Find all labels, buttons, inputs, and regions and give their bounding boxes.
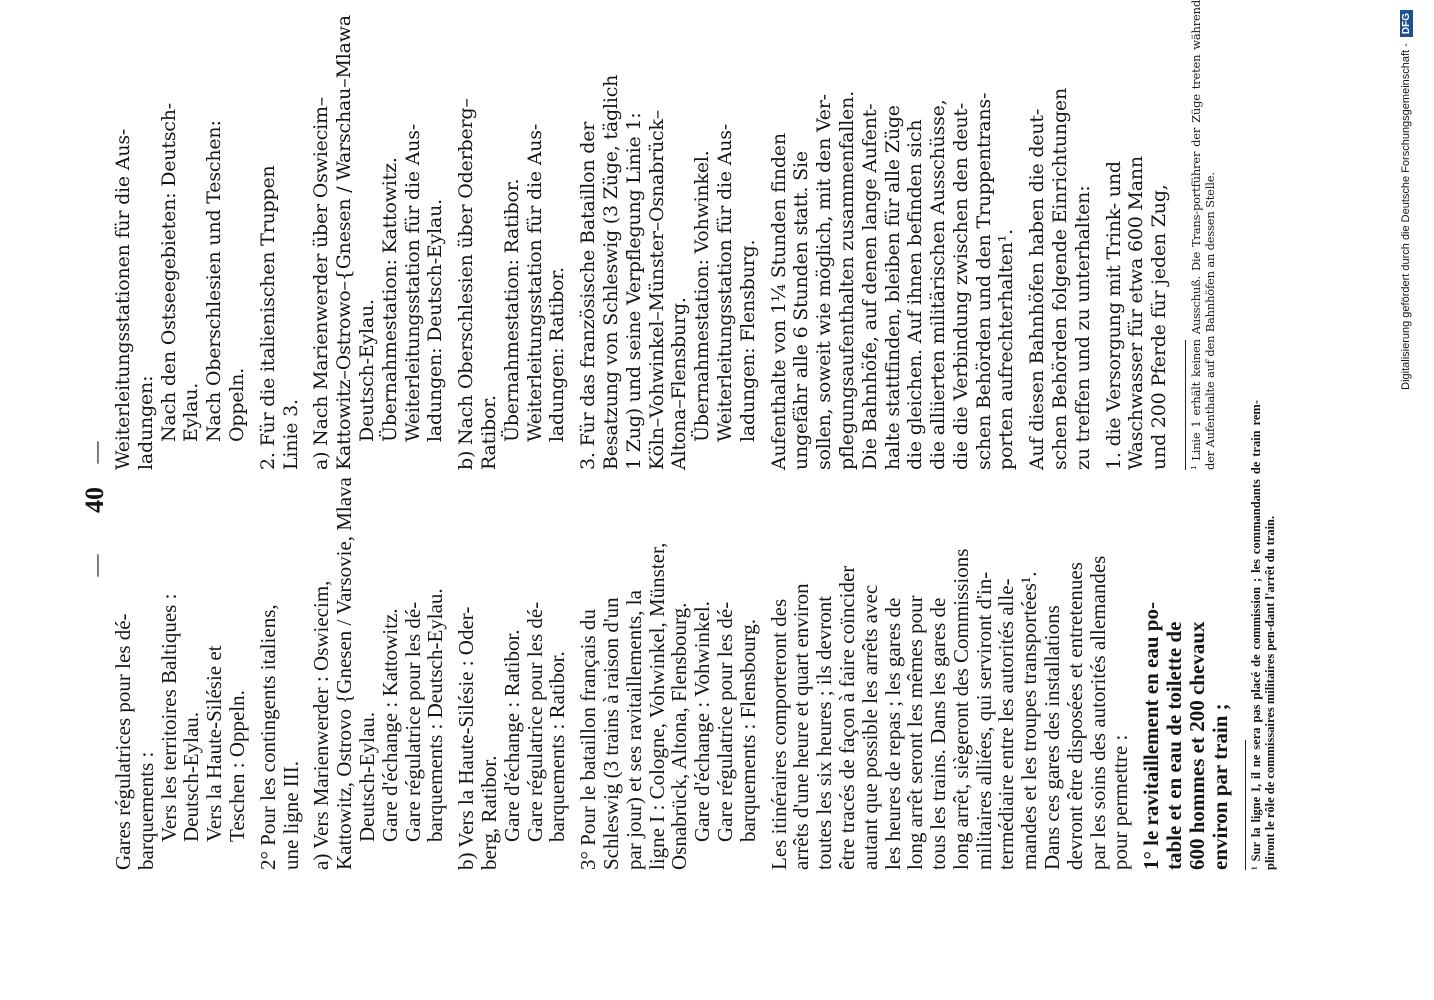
french-footnote: ¹ Sur la ligne I, il ne sera pas placé de commission ; les commandants de train rem-pliront le rôle de commissaires militaires pen-dant l'arrêt du train. bbox=[1249, 400, 1277, 870]
french-body bbox=[112, 400, 1231, 870]
digitization-credit bbox=[1400, 0, 1413, 1000]
german-paragraph: Auf diesen Bahnhöfen haben die deut- schen Behörden folgende Einrichtungen zu treffen und zu unterhalten: bbox=[1026, 87, 1094, 470]
credit-text: Digitalisierung gefördert durch die Deutsche Forschungsgemeinschaft - bbox=[1400, 43, 1412, 390]
footnote-rule bbox=[1185, 340, 1186, 470]
german-paragraph: Weiterleitungsstationen für die Aus- ladungen: bbox=[112, 128, 157, 470]
german-paragraph: 1. die Versorgung mit Trink- und Waschwasser für etwa 600 Mann und 200 Pferde für jeden Zug, bbox=[1102, 156, 1171, 470]
german-paragraph: Nach den Ostseegebieten: Deutsch- Eylau. bbox=[157, 103, 203, 442]
dash-left: — bbox=[83, 536, 108, 577]
german-paragraph: 2. Für die italienischen Truppen Linie 3. bbox=[256, 165, 302, 470]
dash-right: — bbox=[83, 423, 108, 464]
french-paragraph: 2° Pour les contingents italiens, une ligne III. bbox=[255, 604, 303, 870]
french-paragraph: b) Vers la Haute-Silésie : Oder- berg, Ratibor. bbox=[454, 606, 501, 870]
footnote-rule bbox=[1245, 740, 1246, 870]
french-paragraph: Dans ces gares des installations devront être disposées et entretenues par les soins des autorités allemandes pour permettre : bbox=[1040, 555, 1133, 870]
german-paragraph: Übernahmestation: Vohwinkel. Weiterleitungsstation für die Aus- ladungen: Flensburg. bbox=[691, 123, 759, 442]
german-paragraph: Übernahmestation: Ratibor. Weiterleitungsstation für die Aus- ladungen: Ratibor. bbox=[500, 123, 569, 442]
german-column bbox=[112, 0, 1217, 470]
french-paragraph: 1° le ravitaillement en eau po- table et en eau de toilette de 600 hommes et 200 chevaux environ par train ; bbox=[1139, 602, 1232, 870]
french-paragraph: Gare d'échange : Ratibor. Gare régulatrice pour les dé- barquements : Ratibor. bbox=[499, 601, 570, 842]
german-paragraph: Deutsch-Eylau. Übernahmestation: Kattowitz. Weiterleitungsstation für die Aus- ladungen: Deutsch-Eylau. bbox=[355, 123, 447, 442]
german-paragraph: a) Nach Marienwerder über Oswiecim– Kattowitz–Ostrowo–{Gnesen / Warschau–Mlawa bbox=[310, 15, 356, 470]
french-paragraph: Vers la Haute-Silésie et Teschen : Oppeln. bbox=[202, 645, 249, 842]
french-paragraph: a) Vers Marienwerder : Oswiecim, Kattowitz, Ostrovo {Gnesen / Varsovie, Mlava bbox=[309, 477, 357, 870]
german-body bbox=[112, 0, 1171, 470]
french-paragraph: Vers les territoires Baltiques : Deutsch-Eylau. bbox=[156, 593, 204, 842]
french-paragraph: Gare d'échange : Vohwinkel. Gare régulatrice pour les dé- barquements : Flensbourg. bbox=[690, 601, 760, 842]
french-paragraph: Gares régulatrices pour les dé- barquements : bbox=[111, 613, 158, 870]
french-column bbox=[112, 400, 1277, 870]
french-paragraph: Les itinéraires comporteront des arrêts d'une heure et quart environ toutes les six heures ; ils devront être tracés de façon à faire coïncider autant que possible les arrêts avec les heures de repas ; les gares de long arrêt seront les mêmes pour tous les trains. Dans les gares de long arrêt, siègeront des Commissions militaires alliées, qui serviront d'in- termédiaire entre les autorités alle- mandes et les troupes transportées¹. bbox=[766, 548, 1042, 870]
german-footnote: ¹ Linie 1 erhält keinen Ausschuß. Die Trans-portführer der Züge treten während der Aufenthalte auf den Bahnhöfen an dessen Stelle. bbox=[1189, 0, 1217, 470]
french-paragraph: 3° Pour le bataillon français du Schleswig (3 trains à raison d'un par jour) et ses ravitaillements, la ligne I : Cologne, Vohwinkel, Münster, Osnabrück, Altona, Flensbourg. bbox=[576, 542, 692, 870]
german-paragraph: b) Nach Oberschlesien über Oderberg– Ratibor. bbox=[455, 98, 500, 470]
dfg-logo: DFG bbox=[1400, 10, 1413, 37]
french-paragraph: Deutsch-Eylau. bbox=[354, 711, 379, 842]
german-paragraph: Nach Oberschlesien und Teschen: Oppeln. bbox=[203, 120, 248, 442]
page-header bbox=[80, 0, 110, 1000]
page-number: 40 bbox=[80, 487, 109, 513]
french-paragraph: Gare d'échange : Kattowitz. Gare régulatrice pour les dé- barquements : Deutsch-Eylau. bbox=[377, 588, 448, 842]
german-paragraph: Aufenthalte von 1¼ Stunden finden ungefähr alle 6 Stunden statt. Sie sollen, soweit wie möglich, mit den Ver- pflegungsaufenthalten zusammenfallen. Die Bahnhöfe, auf denen lange Aufent- halte stattfinden, bleiben für alle Züge die gleichen. Auf ihnen befinden sich die alliierten militärischen Ausschüsse, die die Verbindung zwischen den deut- schen Behörden und den Truppentrans- porten aufrechterhalten¹. bbox=[767, 90, 1018, 470]
german-paragraph: 3. Für das französische Bataillon der Besatzung von Schleswig (3 Züge, täglich 1 Zug) und seine Verpflegung Linie 1: Köln–Vohwinkel–Münster–Osnabrück– Altona–Flensburg. bbox=[577, 74, 691, 470]
